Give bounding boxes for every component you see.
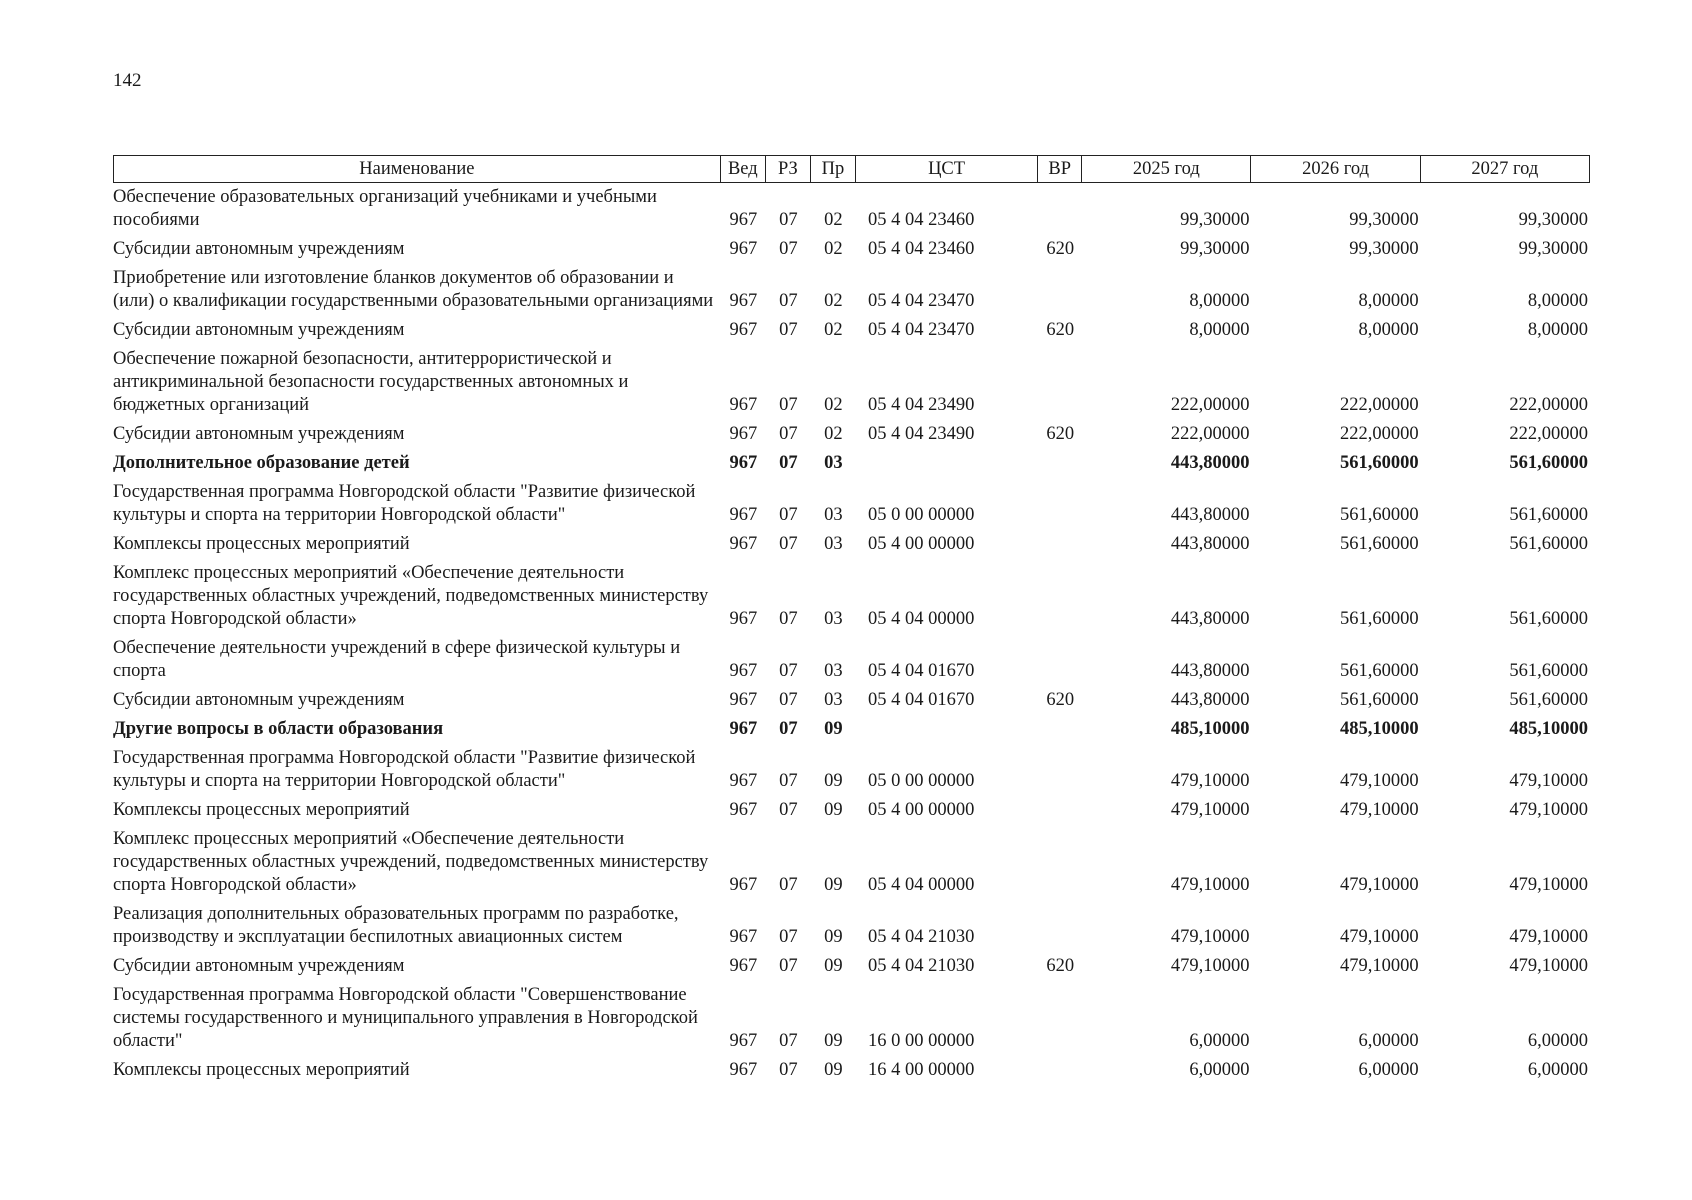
header-rz: РЗ (766, 155, 811, 183)
cell-pr: 03 (824, 690, 843, 710)
table-row (113, 747, 1590, 799)
cell-2025: 6,00000 (1189, 1031, 1250, 1051)
cell-2025: 479,10000 (1170, 800, 1250, 820)
cell-2026: 561,60000 (1340, 609, 1419, 629)
cell-pr: 09 (824, 1031, 843, 1051)
cell-2025: 8,00000 (1189, 291, 1250, 311)
cell-cst: 05 4 04 23490 (867, 395, 975, 415)
cell-rz: 07 (779, 771, 798, 791)
cell-2027: 561,60000 (1509, 690, 1588, 710)
cell-2026: 99,30000 (1349, 239, 1419, 259)
cell-pr: 02 (824, 395, 843, 415)
table-row (113, 718, 1590, 747)
cell-2026: 561,60000 (1340, 690, 1419, 710)
cell-2026: 561,60000 (1340, 505, 1419, 525)
cell-name: Государственная программа Новгородской области "Совершенствование системы государственного и муниципального управления в Новгородской области" (113, 985, 698, 1051)
cell-name: Обеспечение пожарной безопасности, антитеррористической и антикриминальной безопасности государственных автономных и бюджетных организаций (113, 349, 629, 415)
cell-ved: 967 (729, 719, 758, 739)
table-row (113, 562, 1590, 637)
cell-2027: 561,60000 (1509, 609, 1588, 629)
table-row (113, 183, 1590, 238)
cell-pr: 02 (824, 210, 843, 230)
cell-pr: 03 (824, 534, 843, 554)
cell-cst: 05 0 00 00000 (867, 505, 975, 525)
cell-rz: 07 (779, 1031, 798, 1051)
cell-2026: 479,10000 (1340, 771, 1419, 791)
cell-2027: 8,00000 (1527, 291, 1588, 311)
cell-2025: 99,30000 (1180, 239, 1250, 259)
cell-2025: 6,00000 (1189, 1060, 1250, 1080)
cell-vr (1038, 562, 1082, 637)
cell-2025: 443,80000 (1170, 609, 1250, 629)
cell-vr (1038, 533, 1082, 562)
table-header (113, 155, 1590, 183)
cell-name: Субсидии автономным учреждениям (113, 424, 405, 444)
cell-2025: 479,10000 (1170, 927, 1250, 947)
cell-rz: 07 (779, 1060, 798, 1080)
cell-2027: 479,10000 (1509, 875, 1588, 895)
cell-ved: 967 (729, 690, 758, 710)
cell-ved: 967 (729, 800, 758, 820)
cell-2026: 222,00000 (1340, 395, 1419, 415)
cell-pr: 09 (824, 956, 843, 976)
cell-rz: 07 (779, 395, 798, 415)
cell-ved: 967 (729, 210, 758, 230)
cell-pr: 03 (824, 661, 843, 681)
cell-2027: 561,60000 (1509, 661, 1588, 681)
cell-pr: 09 (824, 875, 843, 895)
cell-name: Комплексы процессных мероприятий (113, 534, 410, 554)
cell-ved: 967 (729, 771, 758, 791)
cell-2025: 479,10000 (1170, 771, 1250, 791)
cell-pr: 09 (824, 927, 843, 947)
cell-ved: 967 (729, 395, 758, 415)
cell-ved: 967 (729, 1060, 758, 1080)
cell-ved: 967 (729, 609, 758, 629)
cell-name: Субсидии автономным учреждениям (113, 690, 405, 710)
table-row (113, 828, 1590, 903)
header-cst: ЦСТ (856, 155, 1038, 183)
cell-2026: 479,10000 (1340, 927, 1419, 947)
cell-name: Субсидии автономным учреждениям (113, 239, 405, 259)
cell-2027: 479,10000 (1509, 927, 1588, 947)
cell-cst: 16 0 00 00000 (867, 1031, 975, 1051)
cell-pr: 09 (824, 800, 843, 820)
cell-vr (1038, 747, 1082, 799)
cell-2026: 222,00000 (1340, 424, 1419, 444)
cell-2027: 222,00000 (1509, 424, 1588, 444)
table-row (113, 689, 1590, 718)
cell-2026: 6,00000 (1358, 1031, 1419, 1051)
cell-name: Комплекс процессных мероприятий «Обеспечение деятельности государственных областных учреждений, подведомственных министерству спорта Новгородской области» (113, 829, 709, 895)
cell-pr: 03 (824, 505, 843, 525)
cell-name: Обеспечение образовательных организаций учебниками и учебными пособиями (113, 187, 657, 230)
cell-pr: 09 (824, 1060, 843, 1080)
header-2026: 2026 год (1251, 155, 1420, 183)
cell-2027: 479,10000 (1509, 956, 1588, 976)
cell-2027: 561,60000 (1509, 534, 1588, 554)
cell-vr (1038, 718, 1082, 747)
cell-ved: 967 (729, 453, 758, 473)
page-number: 142 (113, 70, 142, 91)
cell-cst: 05 0 00 00000 (867, 771, 975, 791)
cell-ved: 967 (729, 239, 758, 259)
cell-cst (856, 452, 1038, 481)
cell-name: Субсидии автономным учреждениям (113, 320, 405, 340)
cell-cst: 05 4 04 21030 (867, 927, 975, 947)
table-row (113, 903, 1590, 955)
cell-2026: 479,10000 (1340, 956, 1419, 976)
cell-2025: 443,80000 (1170, 505, 1250, 525)
cell-vr (1038, 183, 1082, 238)
cell-pr: 02 (824, 424, 843, 444)
table-row (113, 423, 1590, 452)
cell-2027: 561,60000 (1509, 453, 1588, 473)
cell-rz: 07 (779, 719, 798, 739)
cell-2025: 443,80000 (1170, 690, 1250, 710)
cell-name: Комплексы процессных мероприятий (113, 1060, 410, 1080)
cell-2027: 6,00000 (1527, 1060, 1588, 1080)
cell-cst: 05 4 04 00000 (867, 875, 975, 895)
cell-vr (1038, 348, 1082, 423)
cell-2025: 222,00000 (1170, 395, 1250, 415)
header-name: Наименование (113, 155, 721, 183)
table-row (113, 637, 1590, 689)
cell-2025: 479,10000 (1170, 956, 1250, 976)
cell-rz: 07 (779, 424, 798, 444)
table-row (113, 238, 1590, 267)
cell-vr (1038, 828, 1082, 903)
table-row (113, 348, 1590, 423)
cell-ved: 967 (729, 505, 758, 525)
cell-2026: 479,10000 (1340, 875, 1419, 895)
cell-vr: 620 (1046, 320, 1075, 340)
cell-pr: 03 (824, 453, 843, 473)
cell-2027: 479,10000 (1509, 771, 1588, 791)
cell-2027: 8,00000 (1527, 320, 1588, 340)
cell-cst: 05 4 00 00000 (867, 800, 975, 820)
cell-2026: 6,00000 (1358, 1060, 1419, 1080)
cell-2026: 8,00000 (1358, 291, 1419, 311)
cell-rz: 07 (779, 875, 798, 895)
cell-vr: 620 (1046, 239, 1075, 259)
cell-2027: 485,10000 (1509, 719, 1588, 739)
cell-2027: 561,60000 (1509, 505, 1588, 525)
cell-2026: 8,00000 (1358, 320, 1419, 340)
cell-cst (856, 718, 1038, 747)
cell-rz: 07 (779, 453, 798, 473)
cell-ved: 967 (729, 424, 758, 444)
cell-2026: 99,30000 (1349, 210, 1419, 230)
cell-cst: 05 4 04 23470 (867, 320, 975, 340)
cell-pr: 02 (824, 239, 843, 259)
cell-2025: 443,80000 (1170, 534, 1250, 554)
cell-vr (1038, 984, 1082, 1059)
cell-2027: 479,10000 (1509, 800, 1588, 820)
cell-name: Государственная программа Новгородской области "Развитие физической культуры и спорта на территории Новгородской области" (113, 748, 696, 791)
cell-ved: 967 (729, 534, 758, 554)
cell-ved: 967 (729, 661, 758, 681)
cell-2027: 222,00000 (1509, 395, 1588, 415)
cell-name: Комплекс процессных мероприятий «Обеспечение деятельности государственных областных учреждений, подведомственных министерству спорта Новгородской области» (113, 563, 709, 629)
header-ved: Вед (721, 155, 766, 183)
cell-vr (1038, 267, 1082, 319)
table-row (113, 481, 1590, 533)
cell-cst: 05 4 04 01670 (867, 690, 975, 710)
cell-ved: 967 (729, 956, 758, 976)
cell-2027: 6,00000 (1527, 1031, 1588, 1051)
cell-vr: 620 (1046, 956, 1075, 976)
table-row (113, 984, 1590, 1059)
cell-ved: 967 (729, 1031, 758, 1051)
cell-rz: 07 (779, 690, 798, 710)
cell-rz: 07 (779, 505, 798, 525)
cell-rz: 07 (779, 210, 798, 230)
header-2027: 2027 год (1421, 155, 1590, 183)
cell-ved: 967 (729, 927, 758, 947)
cell-cst: 05 4 04 23460 (867, 239, 975, 259)
cell-pr: 03 (824, 609, 843, 629)
table-row (113, 533, 1590, 562)
cell-pr: 09 (824, 771, 843, 791)
cell-vr: 620 (1046, 690, 1075, 710)
cell-cst: 16 4 00 00000 (867, 1060, 975, 1080)
cell-ved: 967 (729, 320, 758, 340)
cell-cst: 05 4 04 21030 (867, 956, 975, 976)
cell-name: Комплексы процессных мероприятий (113, 800, 410, 820)
cell-name: Другие вопросы в области образования (113, 719, 444, 739)
table-row (113, 799, 1590, 828)
cell-2025: 479,10000 (1170, 875, 1250, 895)
cell-2026: 561,60000 (1340, 661, 1419, 681)
cell-rz: 07 (779, 800, 798, 820)
table-row (113, 955, 1590, 984)
cell-vr: 620 (1046, 424, 1075, 444)
cell-2025: 8,00000 (1189, 320, 1250, 340)
budget-table (113, 155, 1590, 1088)
table-row (113, 267, 1590, 319)
table-row (113, 452, 1590, 481)
cell-vr (1038, 452, 1082, 481)
table-body (113, 183, 1590, 1088)
cell-name: Дополнительное образование детей (113, 453, 410, 473)
cell-vr (1038, 799, 1082, 828)
cell-cst: 05 4 04 23460 (867, 210, 975, 230)
cell-name: Приобретение или изготовление бланков документов об образовании и (или) о квалификации государственными образовательными организациями (113, 268, 714, 311)
cell-2025: 443,80000 (1170, 453, 1250, 473)
cell-2026: 561,60000 (1340, 453, 1419, 473)
cell-rz: 07 (779, 291, 798, 311)
header-vr: ВР (1038, 155, 1082, 183)
table-row (113, 1059, 1590, 1088)
cell-2025: 485,10000 (1170, 719, 1250, 739)
cell-vr (1038, 903, 1082, 955)
cell-ved: 967 (729, 875, 758, 895)
cell-2025: 443,80000 (1170, 661, 1250, 681)
cell-name: Реализация дополнительных образовательных программ по разработке, производству и эксплуатации беспилотных авиационных систем (113, 904, 679, 947)
cell-ved: 967 (729, 291, 758, 311)
table-row (113, 319, 1590, 348)
cell-cst: 05 4 04 00000 (867, 609, 975, 629)
header-2025: 2025 год (1082, 155, 1251, 183)
cell-pr: 02 (824, 320, 843, 340)
cell-pr: 02 (824, 291, 843, 311)
cell-vr (1038, 637, 1082, 689)
cell-name: Обеспечение деятельности учреждений в сфере физической культуры и спорта (113, 638, 681, 681)
cell-vr (1038, 481, 1082, 533)
cell-cst: 05 4 04 23490 (867, 424, 975, 444)
cell-rz: 07 (779, 320, 798, 340)
cell-2026: 479,10000 (1340, 800, 1419, 820)
cell-rz: 07 (779, 661, 798, 681)
cell-rz: 07 (779, 239, 798, 259)
cell-cst: 05 4 04 01670 (867, 661, 975, 681)
cell-2025: 99,30000 (1180, 210, 1250, 230)
cell-2027: 99,30000 (1518, 239, 1588, 259)
cell-vr (1038, 1059, 1082, 1088)
cell-2026: 561,60000 (1340, 534, 1419, 554)
cell-2025: 222,00000 (1170, 424, 1250, 444)
cell-2027: 99,30000 (1518, 210, 1588, 230)
cell-rz: 07 (779, 609, 798, 629)
cell-cst: 05 4 04 23470 (867, 291, 975, 311)
header-pr: Пр (811, 155, 856, 183)
cell-2026: 485,10000 (1340, 719, 1419, 739)
cell-name: Субсидии автономным учреждениям (113, 956, 405, 976)
cell-pr: 09 (824, 719, 843, 739)
cell-cst: 05 4 00 00000 (867, 534, 975, 554)
cell-rz: 07 (779, 956, 798, 976)
cell-name: Государственная программа Новгородской области "Развитие физической культуры и спорта на территории Новгородской области" (113, 482, 696, 525)
cell-rz: 07 (779, 927, 798, 947)
cell-rz: 07 (779, 534, 798, 554)
